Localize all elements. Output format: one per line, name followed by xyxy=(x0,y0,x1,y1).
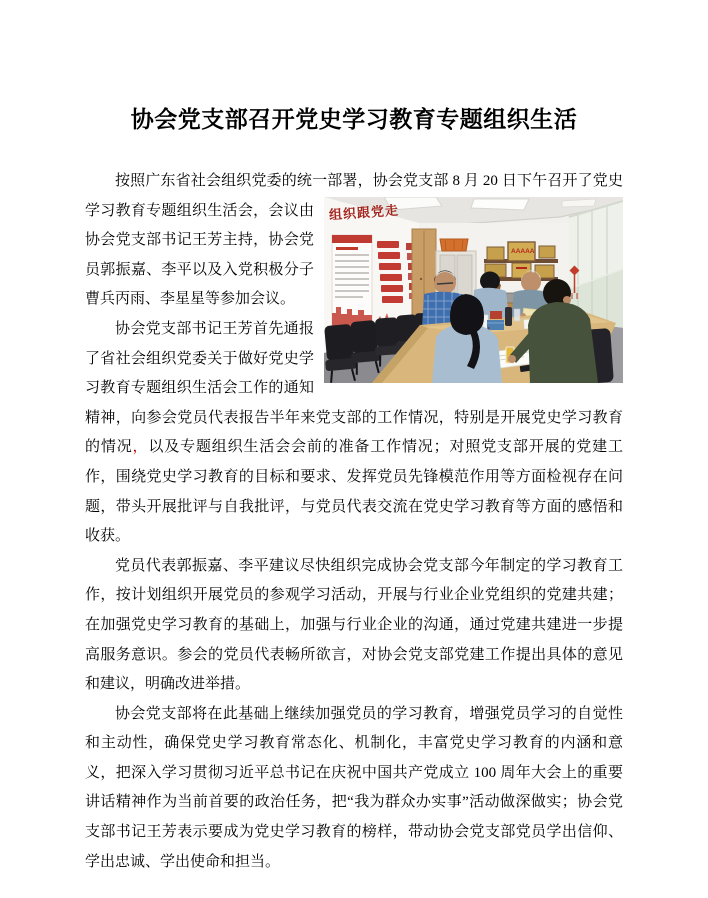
wall-slogan-text: 组织跟党走 xyxy=(328,202,400,223)
ceiling-light-icon xyxy=(471,199,529,210)
article-body xyxy=(85,167,623,877)
paragraph-4: 协会党支部将在此基础上继续加强党员的学习教育，增强党员学习的自觉性和主动性，确保党史学习教育常态化、机制化，丰富党史学习教育的内涵和意义，把深入学习贯彻习近平总书记在庆祝中国共产党成立 100 周年大会上的重要讲话精神作为当前首要的政治任务，把“我为群众办实事”活动做深做实；协会党支部书记王芳表示要成为党史学习教育的榜样，带动协会党支部党员学出信仰、学出忠诚、学出使命和担当。 xyxy=(85,705,623,870)
paragraph-1-text-a: 按照广东省社会组织党委的统一部署，协会党支部 8 月 20 日下午召开了党 xyxy=(115,173,608,189)
red-comma: ， xyxy=(132,439,149,456)
paragraph-3: 党员代表郭振嘉、李平建议尽快组织完成协会党支部今年制定的学习教育工作，按计划组织开展党员的参观学习活动，开展与行业企业党组织的党建共建；在加强党史学习教育的基础上，加强与行业企业的沟通，通过党建共建进一步提高服务意识。参会的党员代表畅所欲言，对协会党支部党建工作提出具体的意见和建议，明确改进举措。 xyxy=(85,557,623,693)
paragraph-2-text-a: 协会党支部书记王芳首先通报了省社会组织党委关于做好党史学习教育专题组织生活会工作的通知精神，向参会党员代表报告半年来党支部的工作情况，特别是开展党史学习教育的情况 xyxy=(85,320,623,456)
basket-icon xyxy=(440,239,468,251)
paragraph-1-text-b: 史学习教育专题组织生活会，会议由协会党支部书记王芳主持，协会党员郭振嘉、李平以及入党积极分子曹兵丙雨、李星星等参加会议。 xyxy=(85,173,623,308)
paragraph-1 xyxy=(85,167,623,315)
meeting-photo[interactable] xyxy=(324,197,623,383)
article-title: 协会党支部召开党史学习教育专题组织生活 xyxy=(130,106,578,132)
paragraph-2-text-b: 以及专题组织生活会会前的准备工作情况；对照党支部开展的党建工作，围绕党史学习教育的目标和要求、发挥党员先锋模范作用等方面检视存在问题，带头开展批评与自我批评，与党员代表交流在党史学习教育等方面的感悟和收获。 xyxy=(85,439,623,545)
meeting-photo-graphic xyxy=(324,197,623,383)
plaque-aaaaa-text: AAAAA xyxy=(511,247,535,255)
